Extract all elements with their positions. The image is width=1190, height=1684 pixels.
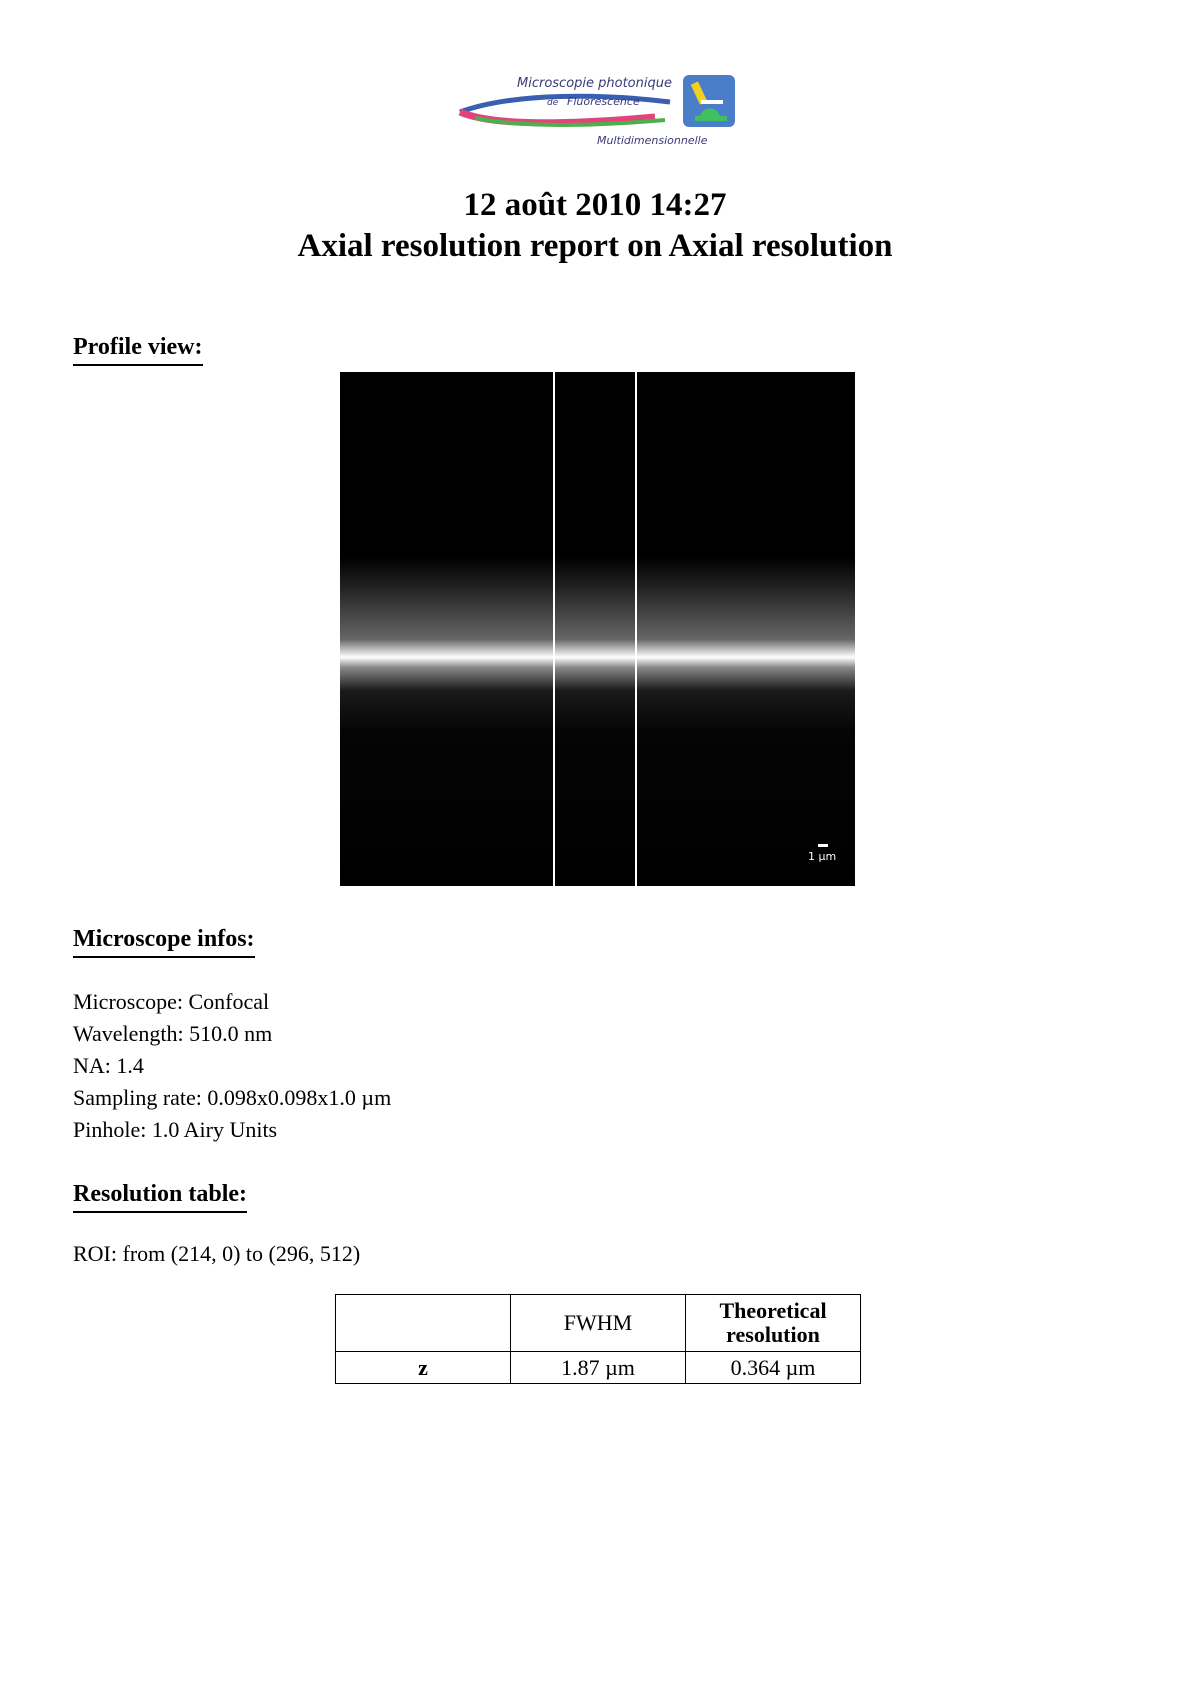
numerical-aperture: NA: 1.4: [73, 1053, 144, 1078]
pinhole: Pinhole: 1.0 Airy Units: [73, 1117, 278, 1142]
microscope-info-list: [73, 986, 391, 1146]
table-header-cell: Theoretical resolution: [686, 1295, 861, 1352]
report-title: Axial resolution report on Axial resolution: [297, 228, 893, 264]
wavelength: Wavelength: 510.0 nm: [73, 1021, 273, 1046]
logo-text-line3: Multidimensionnelle: [597, 134, 708, 147]
logo-graphic: [455, 72, 740, 154]
report-date: 12 août 2010 14:27: [463, 187, 727, 223]
logo-text-line2: Fluorescence: [567, 95, 640, 108]
table-cell-axis: z: [336, 1352, 511, 1384]
logo-text-line1: Microscopie photonique: [517, 76, 672, 91]
profile-view-heading: Profile view:: [73, 333, 203, 366]
microscopy-logo: [455, 72, 740, 154]
table-cell-fwhm: 1.87 µm: [511, 1352, 686, 1384]
scale-bar: [818, 844, 828, 847]
profile-view-image: [340, 372, 855, 886]
microscope-type: Microscope: Confocal: [73, 989, 270, 1014]
table-header-cell: [336, 1295, 511, 1352]
table-header-row: [336, 1295, 861, 1352]
scale-bar-label: 1 µm: [808, 850, 837, 863]
table-header-cell: FWHM: [511, 1295, 686, 1352]
resolution-table-heading: Resolution table:: [73, 1180, 247, 1213]
table-row: [336, 1352, 861, 1384]
roi-text: ROI: from (214, 0) to (296, 512): [73, 1241, 361, 1266]
sampling-rate: Sampling rate: 0.098x0.098x1.0 µm: [73, 1085, 392, 1110]
resolution-table: [335, 1294, 861, 1384]
microscope-infos-heading: Microscope infos:: [73, 925, 255, 958]
report-title-block: [0, 185, 1190, 267]
logo-text-prefix: de: [547, 98, 559, 108]
table-cell-theoretical: 0.364 µm: [686, 1352, 861, 1384]
psf-profile-band: [340, 372, 855, 886]
